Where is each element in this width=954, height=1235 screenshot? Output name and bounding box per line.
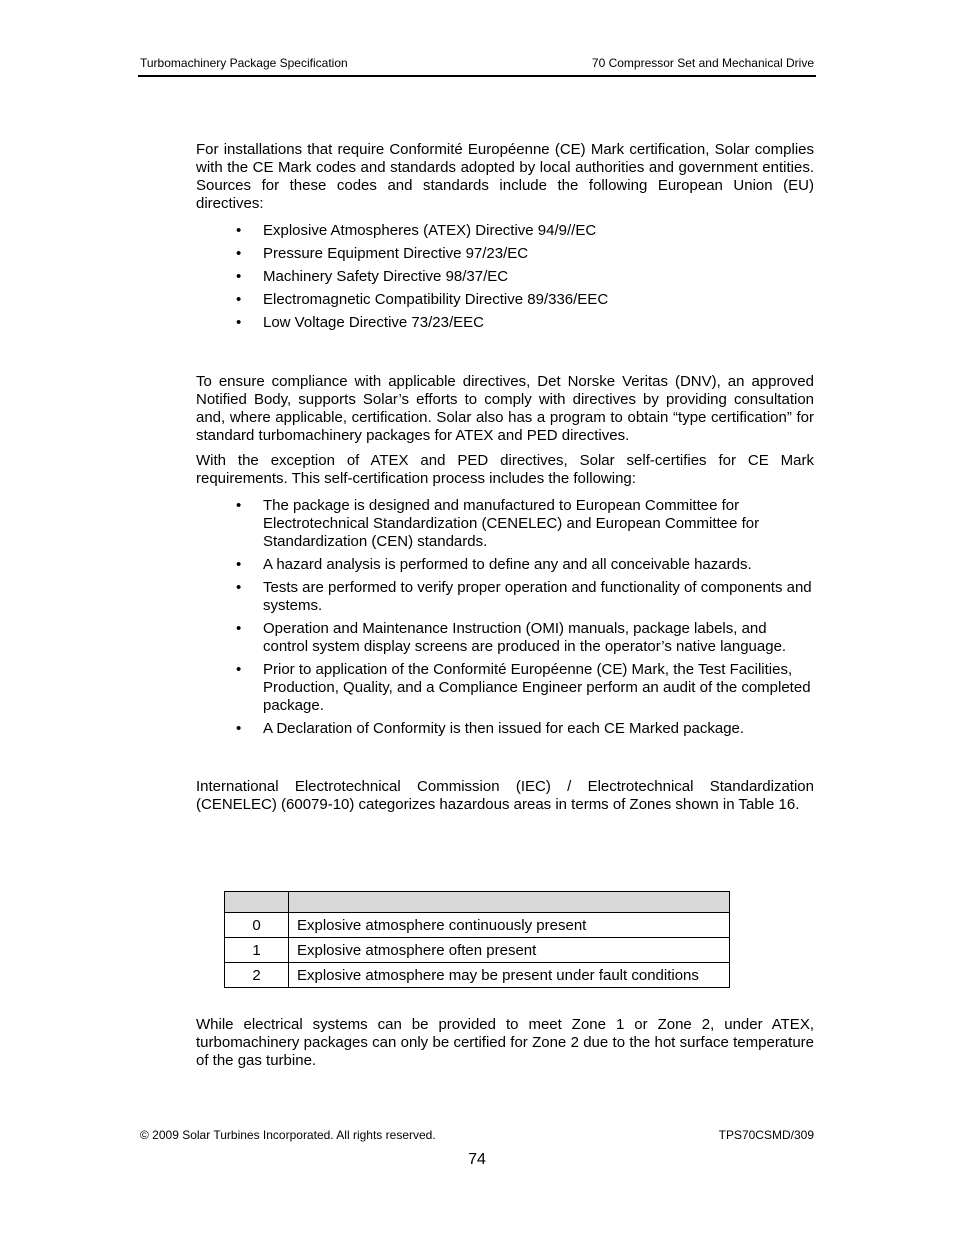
list-item: • A hazard analysis is performed to define any and all conceivable hazards. [196,556,814,574]
header-section: 70 Compressor Set and Mechanical Drive [591,56,814,70]
header-cell [289,892,730,913]
list-item: • Low Voltage Directive 73/23/EEC [196,314,814,332]
dnv-paragraph: To ensure compliance with applicable directives, Det Norske Veritas (DNV), an approved Notified Body, supports Solar’s efforts to comply with directives by providing consultation and, where applicable, certification. Solar also has a program to obtain “type certification” for standard turbomachinery packages for ATEX and PED directives. [196,373,814,444]
header-cell [225,892,289,913]
table-row [225,913,730,938]
table-header-row [225,892,730,913]
description-cell: Explosive atmosphere often present [289,938,730,963]
list-item: • A Declaration of Conformity is then issued for each CE Marked package. [196,720,814,738]
atex-section [196,1016,814,1070]
page-number: 74 [468,1151,486,1168]
page-header [138,55,816,77]
eu-directives-list [196,222,814,332]
atex-paragraph: While electrical systems can be provided to meet Zone 1 or Zone 2, under ATEX, turbomachinery packages can only be certified for Zone 2 due to the hot surface temperature of the gas turbine. [196,1016,814,1069]
zone-cell: 0 [225,913,289,938]
description-cell: Explosive atmosphere continuously present [289,913,730,938]
list-item: • Electromagnetic Compatibility Directive 89/336/EEC [196,291,814,309]
list-item: • Explosive Atmospheres (ATEX) Directive 94/9//EC [196,222,814,240]
list-item: • Prior to application of the Conformité Européenne (CE) Mark, the Test Facilities, Production, Quality, and a Compliance Engineer perform an audit of the completed package. [196,661,814,715]
zone-cell: 2 [225,963,289,988]
header-title: Turbomachinery Package Specification [140,56,348,70]
self-cert-list [196,497,814,738]
list-item: • Operation and Maintenance Instruction (OMI) manuals, package labels, and control system display screens are produced in the operator’s native language. [196,620,814,656]
copyright-text: © 2009 Solar Turbines Incorporated. All rights reserved. [140,1128,436,1142]
list-item: • The package is designed and manufactured to European Committee for Electrotechnical Standardization (CENELEC) and European Committee for Standardization (CEN) standards. [196,497,814,551]
zone-cell: 1 [225,938,289,963]
ce-mark-paragraph: For installations that require Conformité Européenne (CE) Mark certification, Solar complies with the CE Mark codes and standards adopted by local authorities and government entities. Sources for these codes and standards include the following European Union (EU) directives: [196,141,814,212]
list-item: • Machinery Safety Directive 98/37/EC [196,268,814,286]
compliance-section [196,373,814,738]
description-cell: Explosive atmosphere may be present under fault conditions [289,963,730,988]
zones-table [224,891,730,988]
document-code: TPS70CSMD/309 [718,1128,814,1142]
table-row [225,938,730,963]
zones-paragraph: International Electrotechnical Commission (IEC) / Electrotechnical Standardization (CENELEC) (60079-10) categorizes hazardous areas in terms of Zones shown in Table 16. [196,778,814,813]
self-cert-paragraph: With the exception of ATEX and PED directives, Solar self-certifies for CE Mark requirements. This self-certification process includes the following: [196,452,814,487]
table-row [225,963,730,988]
ce-mark-section [196,141,814,332]
list-item: • Tests are performed to verify proper operation and functionality of components and systems. [196,579,814,615]
zones-section [196,778,814,814]
list-item: • Pressure Equipment Directive 97/23/EC [196,245,814,263]
